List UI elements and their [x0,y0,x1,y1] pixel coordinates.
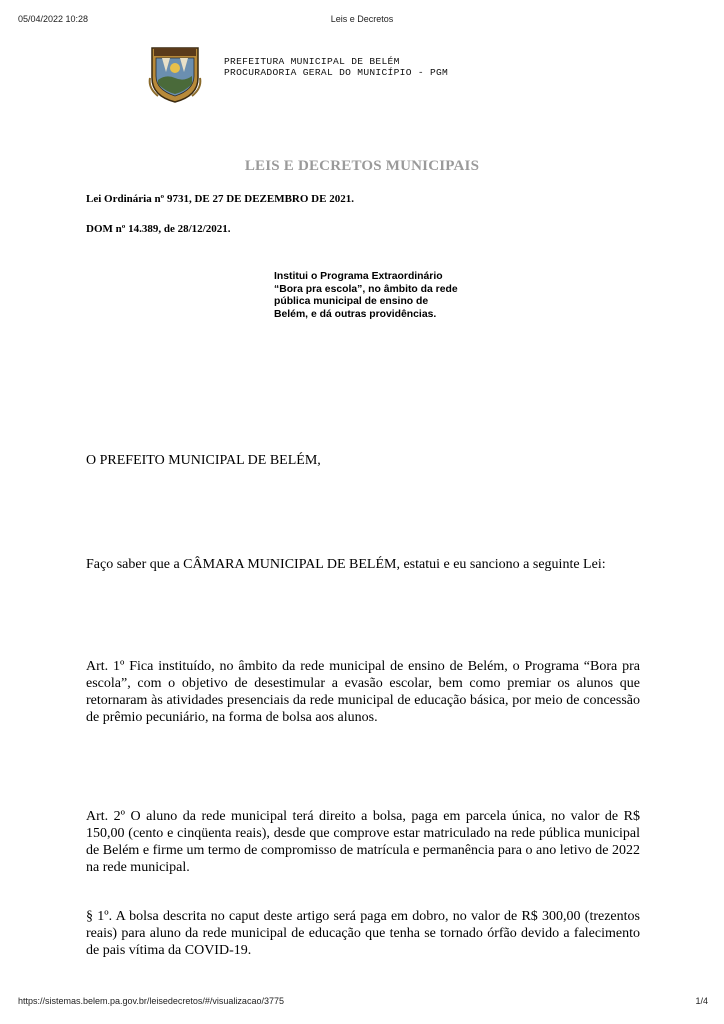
print-header [0,14,724,28]
ementa: Institui o Programa Extraordinário “Bora pra escola”, no âmbito da rede pública municipal de ensino de Belém, e dá outras providências. [274,271,458,320]
letterhead-line-2: PROCURADORIA GERAL DO MUNICÍPIO - PGM [224,67,449,78]
letterhead [224,56,448,78]
section-title: LEIS E DECRETOS MUNICIPAIS [244,158,480,174]
prefeito-heading: O PREFEITO MUNICIPAL DE BELÉM, [86,453,321,468]
law-title: Lei Ordinária nº 9731, DE 27 DE DEZEMBRO DE 2021. [86,193,354,205]
belem-coat-of-arms-icon [148,44,202,104]
print-page-title: Leis e Decretos [330,14,394,24]
article-1: Art. 1º Fica instituído, no âmbito da rede municipal de ensino de Belém, o Programa “Bora pra escola”, com o objetivo de desestimular a evasão escolar, bem como premiar os alunos que retornaram às atividades presenciais da rede municipal de educação básica, por meio de concessão de prêmio pecuniário, na forma de bolsa aos alunos. [86,659,640,725]
enactment-clause: Faço saber que a CÂMARA MUNICIPAL DE BELÉM, estatui e eu sanciono a seguinte Lei: [86,557,606,572]
print-datetime: 05/04/2022 10:28 [18,14,89,24]
letterhead-line-1: PREFEITURA MUNICIPAL DE BELÉM [224,56,400,67]
article-2: Art. 2º O aluno da rede municipal terá direito a bolsa, paga em parcela única, no valor de R$ 150,00 (cento e cinqüenta reais), desde que comprove estar matriculado na rede pública municipal de Belém e firme um termo de compromisso de matrícula e permanência para o ano letivo de 2022 na rede municipal. [86,809,640,875]
paragraph-1: § 1º. A bolsa descrita no caput deste artigo será paga em dobro, no valor de R$ 300,00 (trezentos reais) para aluno da rede municipal de educação que tenha se tornado órfão devido a falecimento de pais vítima da COVID-19. [86,909,640,958]
dom-reference: DOM nº 14.389, de 28/12/2021. [86,223,231,235]
page-url: https://sistemas.belem.pa.gov.br/leisedecretos/#/visualizacao/3775 [18,996,284,1006]
print-footer [0,996,724,1010]
page-number: 1/4 [695,996,708,1006]
